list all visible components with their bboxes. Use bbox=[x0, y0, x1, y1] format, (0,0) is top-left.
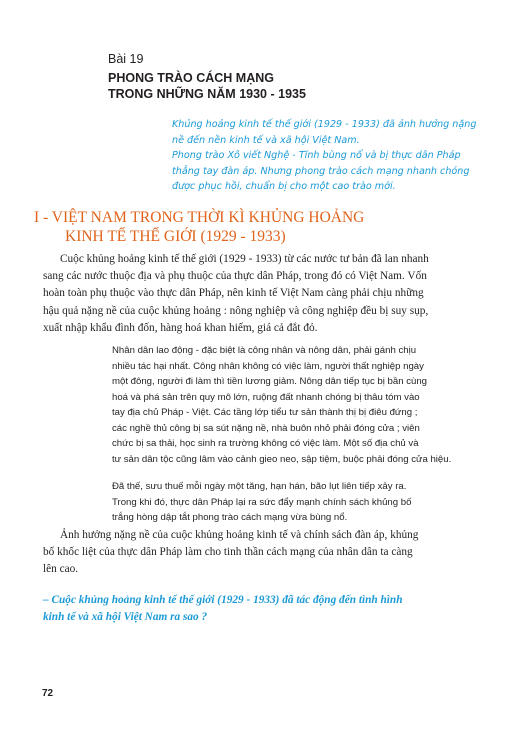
paragraph-line: Cuộc khủng hoảng kinh tế thế giới (1929 - 1933) từ các nước tư bản đã lan nhanh bbox=[60, 253, 429, 265]
intro-line: Phong trào Xô viết Nghệ - Tĩnh bùng nổ và bị thực dân Pháp bbox=[172, 150, 461, 162]
paragraph-line: lên cao. bbox=[43, 563, 79, 576]
quote-line: hoá và phá sản trên quy mô lớn, ruộng đất nhanh chóng bị thâu tóm vào bbox=[112, 391, 420, 403]
quote-line: Nhân dân lao động - đặc biệt là công nhân và nông dân, phải gánh chịu bbox=[112, 345, 417, 356]
section-heading-line: KINH TẾ THẾ GIỚI (1929 - 1933) bbox=[65, 228, 286, 245]
page-number: 72 bbox=[42, 688, 54, 699]
question-line: – Cuộc khủng hoảng kinh tế thế giới (1929 - 1933) đã tác động đến tình hình bbox=[43, 594, 403, 606]
paragraph-line: bố khốc liệt của thực dân Pháp làm cho tinh thần cách mạng của nhân dân ta càng bbox=[43, 546, 413, 559]
quote-line: Trong khi đó, thực dân Pháp lại ra sức đẩy mạnh chính sách khủng bố bbox=[112, 496, 412, 508]
lesson-number: Bài 19 bbox=[108, 52, 144, 66]
intro-line: thẳng tay đàn áp. Nhưng phong trào cách mạng nhanh chóng bbox=[172, 165, 470, 177]
review-question bbox=[43, 592, 503, 626]
paragraph-line: sang các nước thuộc địa và phụ thuộc của thực dân Pháp, trong đó có Việt Nam. Vốn bbox=[43, 270, 427, 283]
lesson-intro bbox=[172, 117, 494, 195]
intro-line: nề đến nền kinh tế và xã hội Việt Nam. bbox=[172, 134, 360, 146]
quote-block-1 bbox=[112, 343, 498, 467]
quote-line: chức bị sa thải, học sinh ra trường không có việc làm. Một số địa chủ và bbox=[112, 438, 419, 449]
lesson-title-line: TRONG NHỮNG NĂM 1930 - 1935 bbox=[108, 87, 306, 101]
lesson-title bbox=[108, 70, 306, 102]
quote-block-2 bbox=[112, 479, 498, 526]
paragraph-line: hậu quả nặng nề của cuộc khủng hoảng : nông nghiệp và công nghiệp đều bị suy sụp, bbox=[43, 304, 429, 317]
paragraph-2 bbox=[43, 527, 498, 579]
question-line: kinh tế và xã hội Việt Nam ra sao ? bbox=[43, 611, 208, 623]
quote-line: một đông, người đi làm thì tiền lương giảm. Nông dân tiếp tục bị bần cùng bbox=[112, 376, 428, 387]
paragraph-line: hoàn toàn phụ thuộc vào thực dân Pháp, nên kinh tế Việt Nam càng phải chịu những bbox=[43, 287, 424, 300]
quote-line: các nghề thủ công bị sa sút nặng nề, nhà buôn nhỏ phải đóng cửa ; viên bbox=[112, 422, 420, 434]
quote-line: Đã thế, sưu thuế mỗi ngày một tăng, hạn hán, bão lụt liên tiếp xảy ra. bbox=[112, 481, 407, 492]
section-heading bbox=[34, 208, 364, 246]
section-heading-line: I - VIỆT NAM TRONG THỜI KÌ KHỦNG HOẢNG bbox=[34, 209, 365, 226]
quote-line: tư sản dân tộc cũng lâm vào cảnh gieo neo, sập tiệm, buộc phải đóng cửa hiệu. bbox=[112, 453, 452, 465]
quote-line: trắng hòng dập tắt phong trào cách mạng vừa bùng nổ. bbox=[112, 512, 348, 523]
intro-line: Khủng hoảng kinh tế thế giới (1929 - 1933) đã ảnh hưởng nặng bbox=[172, 119, 477, 130]
paragraph-line: xuất nhập khẩu đình đốn, hàng hoá khan hiếm, giá cả đắt đỏ. bbox=[43, 321, 318, 334]
paragraph-line: Ảnh hưởng nặng nề của cuộc khủng hoảng kinh tế và chính sách đàn áp, khủng bbox=[60, 529, 419, 541]
quote-line: nhiều tác hại nhất. Công nhân không có việc làm, người thất nghiệp ngày bbox=[112, 360, 424, 372]
paragraph-1 bbox=[43, 251, 498, 337]
lesson-title-line: PHONG TRÀO CÁCH MẠNG bbox=[108, 71, 274, 85]
quote-line: tay địa chủ Pháp - Việt. Các tầng lớp tiểu tư sản thành thị bị điêu đứng ; bbox=[112, 407, 418, 418]
intro-line: được phục hồi, chuẩn bị cho một cao trào mới. bbox=[172, 181, 396, 193]
